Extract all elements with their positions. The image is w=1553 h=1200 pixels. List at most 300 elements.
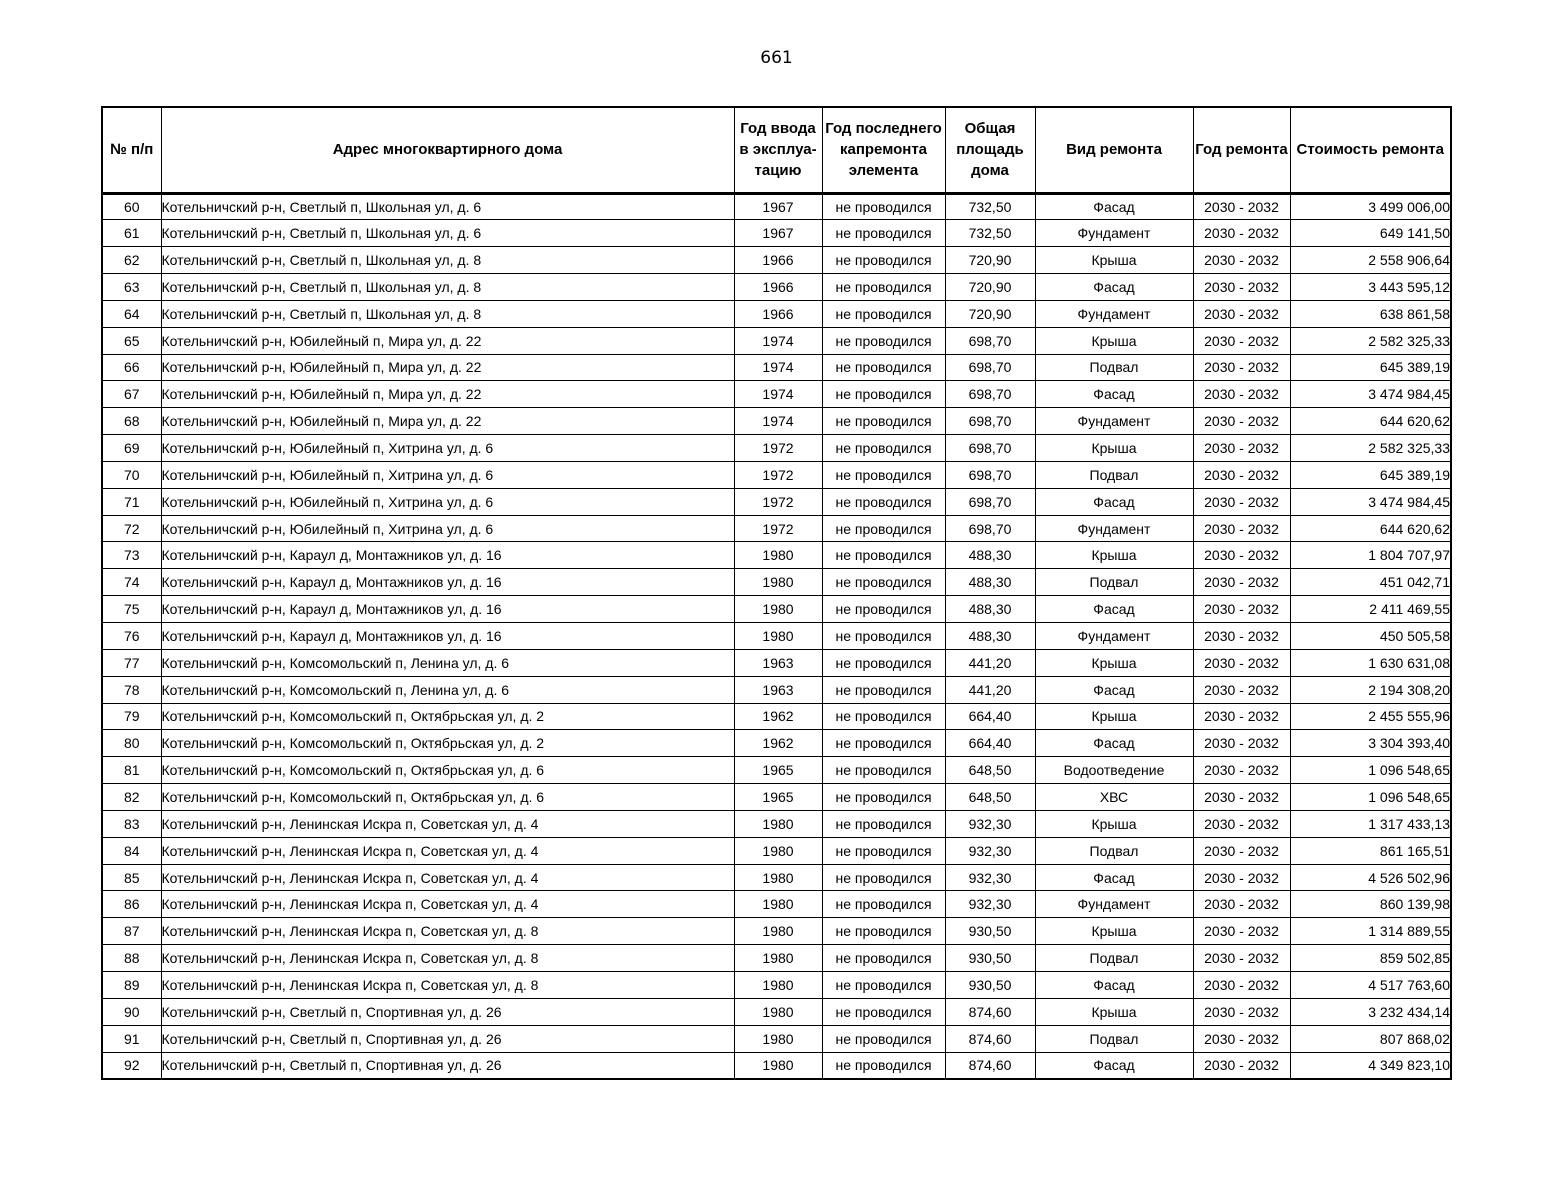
row-last-repair: не проводился — [822, 515, 945, 542]
row-number: 64 — [102, 300, 161, 327]
row-repair-type: Фундамент — [1035, 515, 1193, 542]
row-cost: 2 411 469,55 — [1290, 596, 1451, 623]
row-number: 71 — [102, 488, 161, 515]
row-year-in: 1980 — [734, 864, 822, 891]
table-row — [102, 300, 1451, 327]
row-area: 720,90 — [945, 300, 1035, 327]
row-last-repair: не проводился — [822, 1052, 945, 1079]
row-address: Котельничский р-н, Юбилейный п, Мира ул, д. 22 — [161, 408, 734, 435]
row-cost: 3 232 434,14 — [1290, 998, 1451, 1025]
row-repair-year: 2030 - 2032 — [1193, 784, 1290, 811]
table-row — [102, 971, 1451, 998]
header-last-repair: Год последнего капремонта элемента — [822, 107, 945, 193]
row-repair-year: 2030 - 2032 — [1193, 971, 1290, 998]
row-repair-year: 2030 - 2032 — [1193, 864, 1290, 891]
row-address: Котельничский р-н, Ленинская Искра п, Советская ул, д. 4 — [161, 864, 734, 891]
row-last-repair: не проводился — [822, 837, 945, 864]
row-number: 76 — [102, 623, 161, 650]
row-number: 80 — [102, 730, 161, 757]
row-cost: 2 582 325,33 — [1290, 327, 1451, 354]
row-area: 441,20 — [945, 676, 1035, 703]
row-repair-year: 2030 - 2032 — [1193, 354, 1290, 381]
row-area: 488,30 — [945, 596, 1035, 623]
row-cost: 2 194 308,20 — [1290, 676, 1451, 703]
row-cost: 3 474 984,45 — [1290, 488, 1451, 515]
row-cost: 3 499 006,00 — [1290, 193, 1451, 220]
table-row — [102, 810, 1451, 837]
row-area: 720,90 — [945, 274, 1035, 301]
row-year-in: 1980 — [734, 1025, 822, 1052]
row-number: 67 — [102, 381, 161, 408]
row-cost: 3 443 595,12 — [1290, 274, 1451, 301]
row-address: Котельничский р-н, Комсомольский п, Октябрьская ул, д. 2 — [161, 703, 734, 730]
row-area: 664,40 — [945, 703, 1035, 730]
row-repair-year: 2030 - 2032 — [1193, 1025, 1290, 1052]
row-number: 83 — [102, 810, 161, 837]
row-address: Котельничский р-н, Светлый п, Школьная ул, д. 8 — [161, 300, 734, 327]
row-year-in: 1980 — [734, 810, 822, 837]
table-row — [102, 649, 1451, 676]
row-year-in: 1980 — [734, 998, 822, 1025]
table-row — [102, 381, 1451, 408]
row-area: 720,90 — [945, 247, 1035, 274]
row-repair-year: 2030 - 2032 — [1193, 945, 1290, 972]
row-cost: 2 558 906,64 — [1290, 247, 1451, 274]
row-repair-year: 2030 - 2032 — [1193, 381, 1290, 408]
row-year-in: 1966 — [734, 300, 822, 327]
row-last-repair: не проводился — [822, 784, 945, 811]
row-area: 698,70 — [945, 515, 1035, 542]
row-year-in: 1980 — [734, 837, 822, 864]
row-repair-year: 2030 - 2032 — [1193, 220, 1290, 247]
row-last-repair: не проводился — [822, 461, 945, 488]
row-cost: 1 804 707,97 — [1290, 542, 1451, 569]
row-address: Котельничский р-н, Светлый п, Школьная ул, д. 8 — [161, 274, 734, 301]
table-header-row — [102, 107, 1451, 193]
row-last-repair: не проводился — [822, 649, 945, 676]
header-num: № п/п — [102, 107, 161, 193]
row-year-in: 1967 — [734, 220, 822, 247]
row-area: 698,70 — [945, 461, 1035, 488]
row-address: Котельничский р-н, Караул д, Монтажников ул, д. 16 — [161, 569, 734, 596]
row-area: 488,30 — [945, 542, 1035, 569]
table-row — [102, 596, 1451, 623]
row-number: 92 — [102, 1052, 161, 1079]
row-repair-year: 2030 - 2032 — [1193, 569, 1290, 596]
table-row — [102, 515, 1451, 542]
row-repair-type: Крыша — [1035, 327, 1193, 354]
row-cost: 4 526 502,96 — [1290, 864, 1451, 891]
row-number: 87 — [102, 918, 161, 945]
row-last-repair: не проводился — [822, 918, 945, 945]
row-repair-type: Подвал — [1035, 837, 1193, 864]
row-number: 77 — [102, 649, 161, 676]
row-last-repair: не проводился — [822, 945, 945, 972]
row-last-repair: не проводился — [822, 757, 945, 784]
row-last-repair: не проводился — [822, 891, 945, 918]
row-year-in: 1980 — [734, 596, 822, 623]
row-repair-type: Крыша — [1035, 703, 1193, 730]
row-address: Котельничский р-н, Комсомольский п, Октябрьская ул, д. 6 — [161, 784, 734, 811]
row-number: 89 — [102, 971, 161, 998]
row-repair-year: 2030 - 2032 — [1193, 891, 1290, 918]
row-address: Котельничский р-н, Светлый п, Школьная ул, д. 6 — [161, 220, 734, 247]
row-cost: 3 304 393,40 — [1290, 730, 1451, 757]
row-repair-type: Фасад — [1035, 971, 1193, 998]
row-repair-type: Крыша — [1035, 247, 1193, 274]
row-repair-type: Фасад — [1035, 1052, 1193, 1079]
table-row — [102, 757, 1451, 784]
row-number: 72 — [102, 515, 161, 542]
repair-registry-table — [101, 106, 1452, 1080]
row-cost: 2 455 555,96 — [1290, 703, 1451, 730]
row-repair-year: 2030 - 2032 — [1193, 649, 1290, 676]
row-last-repair: не проводился — [822, 703, 945, 730]
table-row — [102, 461, 1451, 488]
row-year-in: 1965 — [734, 784, 822, 811]
row-year-in: 1980 — [734, 918, 822, 945]
row-cost: 645 389,19 — [1290, 461, 1451, 488]
row-last-repair: не проводился — [822, 569, 945, 596]
row-last-repair: не проводился — [822, 488, 945, 515]
row-year-in: 1962 — [734, 703, 822, 730]
row-year-in: 1966 — [734, 247, 822, 274]
row-repair-year: 2030 - 2032 — [1193, 300, 1290, 327]
row-year-in: 1980 — [734, 971, 822, 998]
row-area: 932,30 — [945, 837, 1035, 864]
row-address: Котельничский р-н, Караул д, Монтажников ул, д. 16 — [161, 542, 734, 569]
row-repair-type: Подвал — [1035, 1025, 1193, 1052]
table-row — [102, 998, 1451, 1025]
row-repair-type: Крыша — [1035, 810, 1193, 837]
row-year-in: 1980 — [734, 1052, 822, 1079]
row-area: 930,50 — [945, 971, 1035, 998]
row-address: Котельничский р-н, Комсомольский п, Ленина ул, д. 6 — [161, 676, 734, 703]
row-year-in: 1972 — [734, 435, 822, 462]
row-area: 732,50 — [945, 193, 1035, 220]
row-number: 78 — [102, 676, 161, 703]
row-repair-year: 2030 - 2032 — [1193, 730, 1290, 757]
row-address: Котельничский р-н, Ленинская Искра п, Советская ул, д. 8 — [161, 945, 734, 972]
row-number: 70 — [102, 461, 161, 488]
row-cost: 860 139,98 — [1290, 891, 1451, 918]
row-address: Котельничский р-н, Караул д, Монтажников ул, д. 16 — [161, 623, 734, 650]
row-repair-year: 2030 - 2032 — [1193, 623, 1290, 650]
row-last-repair: не проводился — [822, 247, 945, 274]
row-last-repair: не проводился — [822, 676, 945, 703]
row-last-repair: не проводился — [822, 810, 945, 837]
row-area: 932,30 — [945, 864, 1035, 891]
row-last-repair: не проводился — [822, 408, 945, 435]
row-cost: 859 502,85 — [1290, 945, 1451, 972]
row-number: 85 — [102, 864, 161, 891]
row-cost: 3 474 984,45 — [1290, 381, 1451, 408]
row-address: Котельничский р-н, Караул д, Монтажников ул, д. 16 — [161, 596, 734, 623]
row-last-repair: не проводился — [822, 971, 945, 998]
table-row — [102, 193, 1451, 220]
row-repair-type: Крыша — [1035, 918, 1193, 945]
table-row — [102, 488, 1451, 515]
row-address: Котельничский р-н, Светлый п, Школьная ул, д. 8 — [161, 247, 734, 274]
row-cost: 2 582 325,33 — [1290, 435, 1451, 462]
row-address: Котельничский р-н, Юбилейный п, Хитрина ул, д. 6 — [161, 435, 734, 462]
row-repair-year: 2030 - 2032 — [1193, 247, 1290, 274]
row-number: 60 — [102, 193, 161, 220]
row-last-repair: не проводился — [822, 354, 945, 381]
table-row — [102, 354, 1451, 381]
row-year-in: 1980 — [734, 623, 822, 650]
row-last-repair: не проводился — [822, 327, 945, 354]
row-repair-year: 2030 - 2032 — [1193, 1052, 1290, 1079]
row-area: 664,40 — [945, 730, 1035, 757]
row-address: Котельничский р-н, Ленинская Искра п, Советская ул, д. 4 — [161, 891, 734, 918]
row-address: Котельничский р-н, Ленинская Искра п, Советская ул, д. 8 — [161, 971, 734, 998]
header-repair-year: Год ремонта — [1193, 107, 1290, 193]
row-address: Котельничский р-н, Юбилейный п, Хитрина ул, д. 6 — [161, 461, 734, 488]
row-repair-type: Крыша — [1035, 998, 1193, 1025]
row-area: 488,30 — [945, 569, 1035, 596]
row-repair-type: Фундамент — [1035, 408, 1193, 435]
table-row — [102, 945, 1451, 972]
row-repair-year: 2030 - 2032 — [1193, 515, 1290, 542]
row-repair-type: Фасад — [1035, 596, 1193, 623]
row-last-repair: не проводился — [822, 1025, 945, 1052]
row-number: 79 — [102, 703, 161, 730]
row-year-in: 1974 — [734, 381, 822, 408]
row-number: 82 — [102, 784, 161, 811]
table-row — [102, 891, 1451, 918]
row-repair-type: Фасад — [1035, 381, 1193, 408]
row-last-repair: не проводился — [822, 998, 945, 1025]
row-repair-type: Крыша — [1035, 435, 1193, 462]
row-area: 698,70 — [945, 327, 1035, 354]
row-repair-year: 2030 - 2032 — [1193, 274, 1290, 301]
row-address: Котельничский р-н, Юбилейный п, Мира ул, д. 22 — [161, 327, 734, 354]
header-address: Адрес многоквартирного дома — [161, 107, 734, 193]
row-cost: 4 349 823,10 — [1290, 1052, 1451, 1079]
row-number: 63 — [102, 274, 161, 301]
table-row — [102, 435, 1451, 462]
row-address: Котельничский р-н, Юбилейный п, Хитрина ул, д. 6 — [161, 515, 734, 542]
row-repair-type: Подвал — [1035, 461, 1193, 488]
row-number: 69 — [102, 435, 161, 462]
table-row — [102, 408, 1451, 435]
row-address: Котельничский р-н, Светлый п, Школьная ул, д. 6 — [161, 193, 734, 220]
row-last-repair: не проводился — [822, 193, 945, 220]
row-repair-year: 2030 - 2032 — [1193, 810, 1290, 837]
row-year-in: 1972 — [734, 461, 822, 488]
table-row — [102, 918, 1451, 945]
row-cost: 649 141,50 — [1290, 220, 1451, 247]
row-repair-year: 2030 - 2032 — [1193, 757, 1290, 784]
row-area: 648,50 — [945, 757, 1035, 784]
row-year-in: 1974 — [734, 327, 822, 354]
row-cost: 1 630 631,08 — [1290, 649, 1451, 676]
row-repair-year: 2030 - 2032 — [1193, 461, 1290, 488]
row-repair-type: Подвал — [1035, 354, 1193, 381]
row-repair-year: 2030 - 2032 — [1193, 676, 1290, 703]
row-repair-type: Фундамент — [1035, 891, 1193, 918]
row-address: Котельничский р-н, Комсомольский п, Октябрьская ул, д. 6 — [161, 757, 734, 784]
row-repair-year: 2030 - 2032 — [1193, 998, 1290, 1025]
table-row — [102, 569, 1451, 596]
table-row — [102, 837, 1451, 864]
row-repair-year: 2030 - 2032 — [1193, 837, 1290, 864]
header-year-in: Год ввода в эксплуа-тацию — [734, 107, 822, 193]
row-address: Котельничский р-н, Юбилейный п, Мира ул, д. 22 — [161, 354, 734, 381]
row-area: 874,60 — [945, 998, 1035, 1025]
row-last-repair: не проводился — [822, 300, 945, 327]
row-last-repair: не проводился — [822, 864, 945, 891]
row-number: 65 — [102, 327, 161, 354]
table-body — [102, 193, 1451, 1079]
row-area: 488,30 — [945, 623, 1035, 650]
table-row — [102, 623, 1451, 650]
row-area: 932,30 — [945, 891, 1035, 918]
table-row — [102, 274, 1451, 301]
row-repair-type: Фундамент — [1035, 220, 1193, 247]
row-area: 698,70 — [945, 435, 1035, 462]
table-row — [102, 864, 1451, 891]
row-area: 698,70 — [945, 488, 1035, 515]
row-repair-type: Фундамент — [1035, 300, 1193, 327]
row-last-repair: не проводился — [822, 435, 945, 462]
row-area: 874,60 — [945, 1052, 1035, 1079]
row-address: Котельничский р-н, Светлый п, Спортивная ул, д. 26 — [161, 1025, 734, 1052]
row-year-in: 1963 — [734, 676, 822, 703]
row-repair-year: 2030 - 2032 — [1193, 193, 1290, 220]
row-repair-type: Подвал — [1035, 569, 1193, 596]
row-repair-year: 2030 - 2032 — [1193, 327, 1290, 354]
row-number: 66 — [102, 354, 161, 381]
row-repair-year: 2030 - 2032 — [1193, 596, 1290, 623]
row-address: Котельничский р-н, Светлый п, Спортивная ул, д. 26 — [161, 998, 734, 1025]
row-area: 932,30 — [945, 810, 1035, 837]
table-row — [102, 220, 1451, 247]
row-repair-year: 2030 - 2032 — [1193, 408, 1290, 435]
row-cost: 644 620,62 — [1290, 408, 1451, 435]
row-repair-type: Фундамент — [1035, 623, 1193, 650]
row-year-in: 1965 — [734, 757, 822, 784]
row-address: Котельничский р-н, Светлый п, Спортивная ул, д. 26 — [161, 1052, 734, 1079]
row-number: 88 — [102, 945, 161, 972]
row-year-in: 1980 — [734, 891, 822, 918]
row-year-in: 1980 — [734, 569, 822, 596]
table-row — [102, 327, 1451, 354]
row-cost: 861 165,51 — [1290, 837, 1451, 864]
row-cost: 1 096 548,65 — [1290, 784, 1451, 811]
row-number: 68 — [102, 408, 161, 435]
row-area: 930,50 — [945, 918, 1035, 945]
row-cost: 451 042,71 — [1290, 569, 1451, 596]
row-last-repair: не проводился — [822, 596, 945, 623]
row-area: 441,20 — [945, 649, 1035, 676]
row-year-in: 1967 — [734, 193, 822, 220]
row-last-repair: не проводился — [822, 623, 945, 650]
row-repair-year: 2030 - 2032 — [1193, 435, 1290, 462]
row-repair-type: Фасад — [1035, 193, 1193, 220]
row-year-in: 1966 — [734, 274, 822, 301]
row-cost: 4 517 763,60 — [1290, 971, 1451, 998]
row-area: 698,70 — [945, 381, 1035, 408]
row-address: Котельничский р-н, Юбилейный п, Хитрина ул, д. 6 — [161, 488, 734, 515]
row-number: 81 — [102, 757, 161, 784]
row-last-repair: не проводился — [822, 730, 945, 757]
row-cost: 1 096 548,65 — [1290, 757, 1451, 784]
row-address: Котельничский р-н, Ленинская Искра п, Советская ул, д. 4 — [161, 837, 734, 864]
row-repair-year: 2030 - 2032 — [1193, 703, 1290, 730]
table-row — [102, 1025, 1451, 1052]
table-row — [102, 730, 1451, 757]
row-number: 61 — [102, 220, 161, 247]
row-repair-type: Фасад — [1035, 488, 1193, 515]
row-repair-type: Фасад — [1035, 864, 1193, 891]
row-last-repair: не проводился — [822, 542, 945, 569]
table-row — [102, 542, 1451, 569]
row-year-in: 1974 — [734, 354, 822, 381]
table-row — [102, 784, 1451, 811]
row-year-in: 1972 — [734, 515, 822, 542]
row-address: Котельничский р-н, Ленинская Искра п, Советская ул, д. 4 — [161, 810, 734, 837]
row-area: 874,60 — [945, 1025, 1035, 1052]
table-row — [102, 1052, 1451, 1079]
row-number: 75 — [102, 596, 161, 623]
row-repair-type: Водоотведение — [1035, 757, 1193, 784]
row-repair-type: Крыша — [1035, 542, 1193, 569]
row-last-repair: не проводился — [822, 381, 945, 408]
row-number: 73 — [102, 542, 161, 569]
row-cost: 638 861,58 — [1290, 300, 1451, 327]
row-cost: 807 868,02 — [1290, 1025, 1451, 1052]
row-repair-type: Крыша — [1035, 649, 1193, 676]
page-number: 661 — [760, 48, 793, 68]
row-area: 698,70 — [945, 354, 1035, 381]
row-number: 62 — [102, 247, 161, 274]
row-address: Котельничский р-н, Комсомольский п, Ленина ул, д. 6 — [161, 649, 734, 676]
row-last-repair: не проводился — [822, 274, 945, 301]
row-cost: 450 505,58 — [1290, 623, 1451, 650]
header-repair-type: Вид ремонта — [1035, 107, 1193, 193]
row-year-in: 1963 — [734, 649, 822, 676]
row-area: 930,50 — [945, 945, 1035, 972]
row-repair-year: 2030 - 2032 — [1193, 542, 1290, 569]
table-row — [102, 676, 1451, 703]
table-row — [102, 247, 1451, 274]
row-year-in: 1972 — [734, 488, 822, 515]
row-year-in: 1980 — [734, 945, 822, 972]
row-repair-year: 2030 - 2032 — [1193, 918, 1290, 945]
row-repair-type: Фасад — [1035, 274, 1193, 301]
row-repair-type: ХВС — [1035, 784, 1193, 811]
row-number: 74 — [102, 569, 161, 596]
row-area: 732,50 — [945, 220, 1035, 247]
row-number: 91 — [102, 1025, 161, 1052]
row-year-in: 1974 — [734, 408, 822, 435]
table-row — [102, 703, 1451, 730]
row-repair-type: Фасад — [1035, 730, 1193, 757]
row-year-in: 1980 — [734, 542, 822, 569]
row-year-in: 1962 — [734, 730, 822, 757]
row-repair-type: Фасад — [1035, 676, 1193, 703]
row-area: 698,70 — [945, 408, 1035, 435]
row-cost: 645 389,19 — [1290, 354, 1451, 381]
row-cost: 644 620,62 — [1290, 515, 1451, 542]
row-area: 648,50 — [945, 784, 1035, 811]
row-address: Котельничский р-н, Комсомольский п, Октябрьская ул, д. 2 — [161, 730, 734, 757]
row-address: Котельничский р-н, Юбилейный п, Мира ул, д. 22 — [161, 381, 734, 408]
row-address: Котельничский р-н, Ленинская Искра п, Советская ул, д. 8 — [161, 918, 734, 945]
header-cost: Стоимость ремонта — [1290, 107, 1451, 193]
